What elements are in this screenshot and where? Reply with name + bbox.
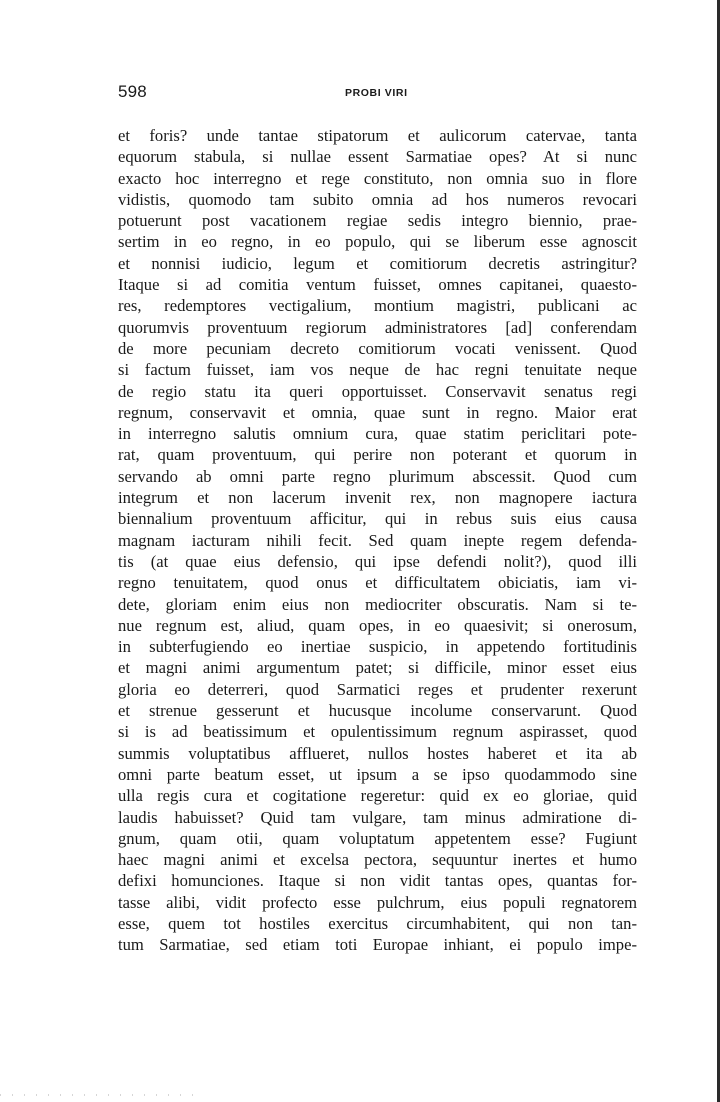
- text-line: servando ab omni parte regno plurimum abscessit. Quod cum: [118, 466, 637, 486]
- text-line: esse, quem tot hostiles exercitus circumhabitent, qui non tan-: [118, 913, 637, 933]
- text-line: defixi homunciones. Itaque si non vidit tantas opes, quantas for-: [118, 871, 637, 891]
- text-line: gloria eo deterreri, quod Sarmatici reges et prudenter rexerunt: [118, 679, 637, 699]
- text-line: in interregno salutis omnium cura, quae statim periclitari pote-: [118, 424, 637, 444]
- text-line: tasse alibi, vidit profecto esse pulchrum, eius populi regnatorem: [118, 892, 637, 912]
- text-line: in subterfugiendo eo inertiae suspicio, in appetendo fortitudinis: [118, 637, 637, 657]
- text-line: nue regnum est, aliud, quam opes, in eo quaesivit; si onerosum,: [118, 615, 637, 635]
- text-line: rat, quam proventuum, qui perire non poterant et quorum in: [118, 445, 637, 465]
- text-line: tum Sarmatiae, sed etiam toti Europae inhiant, ei populo impe-: [118, 935, 637, 955]
- text-line: laudis habuisset? Quid tam vulgare, tam minus admiratione di-: [118, 807, 637, 827]
- text-line: ulla regis cura et cogitatione regeretur: quid ex eo gloriae, quid: [118, 786, 637, 806]
- text-line: quorumvis proventuum regiorum administratores [ad] conferendam: [118, 317, 637, 337]
- text-line: regno tenuitatem, quod onus et difficultatem obiciatis, iam vi-: [118, 573, 637, 593]
- text-line: si is ad beatissimum et opulentissimum regnum aspirasset, quod: [118, 722, 637, 742]
- text-line: omni parte beatum esset, ut ipsum a se ipso quodammodo sine: [118, 764, 637, 784]
- running-title: PROBI VIRI: [345, 87, 408, 99]
- text-line: gnum, quam otii, quam voluptatum appetentem esse? Fugiunt: [118, 828, 637, 848]
- body-text: [118, 125, 637, 956]
- page-header: [118, 82, 638, 106]
- text-line: et foris? unde tantae stipatorum et aulicorum catervae, tanta: [118, 126, 637, 145]
- text-line: integrum et non lacerum invenit rex, non magnopere iactura: [118, 488, 637, 508]
- text-line: dete, gloriam enim eius non mediocriter obscuratis. Nam si te-: [118, 594, 637, 614]
- text-line: magnam iacturam nihili fecit. Sed quam inepte regem defenda-: [118, 530, 637, 550]
- text-line: haec magni animi et excelsa pectora, sequuntur inertes et humo: [118, 850, 637, 870]
- text-line: Itaque si ad comitia ventum fuisset, omnes capitanei, quaesto-: [118, 275, 637, 295]
- text-line: sertim in eo regno, in eo populo, qui se liberum esse agnoscit: [118, 232, 637, 252]
- text-line: de more pecuniam decreto comitiorum vocati venissent. Quod: [118, 338, 637, 358]
- text-line: tis (at quae eius defensio, qui ipse defendi nolit?), quod illi: [118, 551, 637, 571]
- text-line: et strenue gesserunt et hucusque incolume conservarunt. Quod: [118, 701, 637, 721]
- text-line: de regio statu ita queri opportuisset. Conservavit senatus regi: [118, 381, 637, 401]
- text-line: exacto hoc interregno et rege constituto, non omnia suo in flore: [118, 168, 637, 188]
- text-line: regnum, conservavit et omnia, quae sunt in regno. Maior erat: [118, 402, 637, 422]
- page-number: 598: [118, 82, 147, 101]
- text-line: res, redemptores vectigalium, montium magistri, publicani ac: [118, 296, 637, 316]
- text-line: et magni animi argumentum patet; si difficile, minor esset eius: [118, 658, 637, 678]
- text-line: equorum stabula, si nullae essent Sarmatiae opes? At si nunc: [118, 147, 637, 167]
- text-line: et nonnisi iudicio, legum et comitiorum decretis astringitur?: [118, 253, 637, 273]
- text-line: biennalium proventuum afficitur, qui in rebus suis eius causa: [118, 509, 637, 529]
- text-line: summis voluptatibus afflueret, nullos hostes haberet et ita ab: [118, 743, 637, 763]
- scan-artifact: [0, 1094, 200, 1096]
- text-line: vidistis, quomodo tam subito omnia ad hos numeros revocari: [118, 189, 637, 209]
- text-line: potuerunt post vacationem regiae sedis integro biennio, prae-: [118, 211, 637, 231]
- text-line: si factum fuisset, iam vos neque de hac regni tenuitate neque: [118, 360, 637, 380]
